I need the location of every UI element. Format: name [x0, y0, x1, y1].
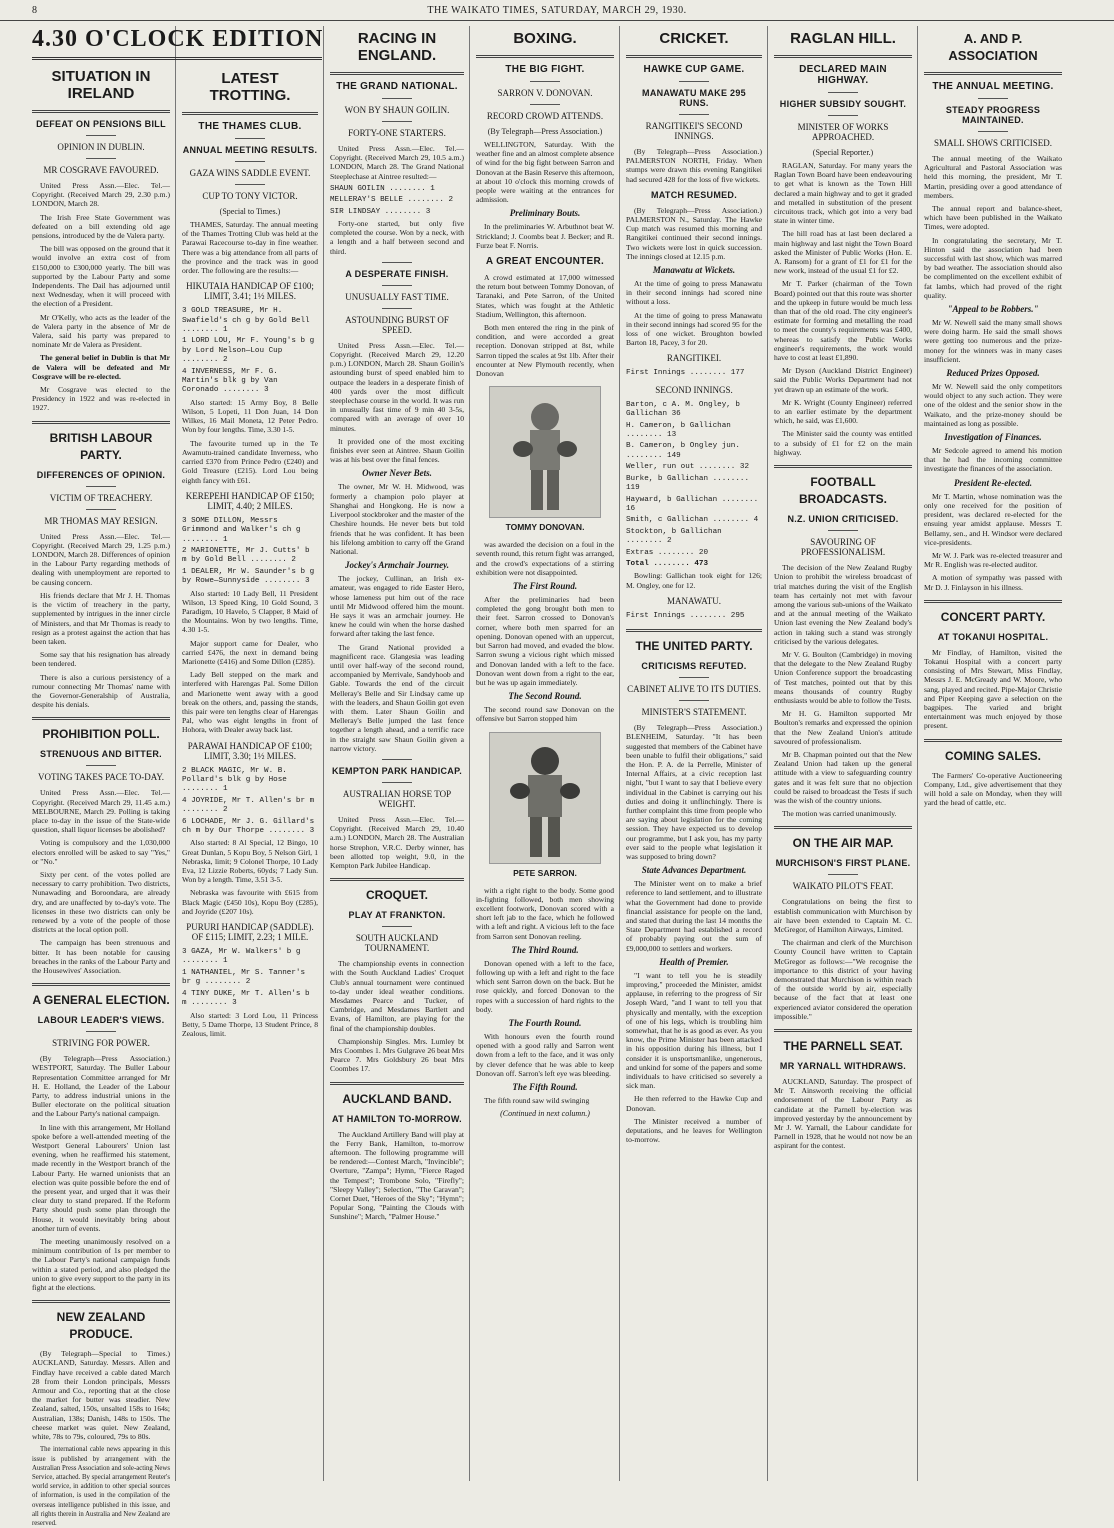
paragraph: The Auckland Artillery Band will play at the Ferry Bank, Hamilton, to-morrow afternoon. The following programme will be rendered:—Contest March, "Invincible"; Overture, "Zampa"; Hymn, "Fierce Raged the Tempest"; Trombone Solo, "Firefly"; "Sleepy Valley"; Selection, "The Caravan"; Cornet Duet, "Heroes of the Sky"; "Hymn"; Popular Song, "Painting the Clouds with Sunshine"; March, "Palmer House." — [330, 1129, 464, 1222]
deck: SOUTH AUCKLAND TOURNAMENT. — [355, 933, 439, 954]
subhead: The First Round. — [512, 581, 578, 592]
result-line: 4 TINY DUKE, Mr T. Allen's b m ........ 3 — [182, 989, 310, 1008]
column-cricket — [622, 26, 766, 1481]
subhead: The Second Round. — [508, 691, 582, 702]
subhead: Health of Premier. — [659, 956, 729, 967]
result-line: MELLERAY'S BELLE ........ 2 — [330, 196, 454, 205]
deck: MR THOMAS MAY RESIGN. — [44, 515, 158, 526]
score-line: Stockton, b Gallichan ........ 2 — [626, 527, 722, 546]
result-line: 4 JOYRIDE, Mr T. Allen's br m ........ 2 — [182, 796, 315, 815]
paragraph: Mr Dyson (Auckland District Engineer) said the Public Works Department had not yet drawn up an estimate of the work. — [774, 366, 912, 394]
paragraph: The Farmers' Co-operative Auctioneering Company, Ltd., give advertisement that they will hold a sale on Monday, when they will yard the head of cattle, etc. — [924, 770, 1062, 808]
deck: MINISTER OF WORKS APPROACHED. — [797, 122, 889, 142]
subhead: President Re-elected. — [954, 477, 1032, 488]
paragraph: (By Telegraph—Special to Times.) AUCKLAND, Saturday. Messrs. Allen and Findlay have received a cable dated March 28 from their London principals, Messrs Armour and Co., reporting that at the close the market for butter was steadier. New Zealand, salted, 150s, unsalted 158s to 164s; Australian, 138s; Danish, 148s to 150s. The cheese market was quiet. New Zealand, white, 78s to 79s, coloured, 79s to 80s. — [32, 1349, 170, 1442]
paragraph: The bill was opposed on the ground that it would involve an extra cost of from £150,000 to £300,000 yearly. The bill was supported by the Labour Party and some Independents. The Dail has adjourned until next Wednesday, when it will proceed with the election of a President. — [32, 244, 170, 309]
paragraph: The jockey, Cullinan, an Irish ex-amateur, was engaged to ride Easter Hero, whose lameness put him out of the race until Mr Midwood offered him the mount. He says it was an armchair journey. He knew he could win when the horse dashed forward after taking the last fence. — [330, 574, 464, 639]
paragraph: The hill road has at last been declared a main highway and last night the Town Board asked the Minister of Public Works (Hon. E. A. Ransom) for a grant of £1 for £1 for the new work, instead of the usual £1 for £2. — [774, 229, 912, 276]
headline: THE PARNELL SEAT. — [783, 1039, 903, 1054]
headline: CRICKET. — [659, 30, 729, 47]
innings-heading: SECOND INNINGS. — [655, 384, 733, 395]
paragraph: Lady Bell stepped on the mark and interfered with Harengas Pal. Some Dillon and Marionette went away with a good break on the others, and, passing the stands, this pair were ten lengths clear of Harengas Pal, who was eight lengths in front of Hohora, with Dealer away back last. — [182, 670, 318, 735]
paragraph: The meeting unanimously resolved on a minimum contribution of 1s per member to the Labour Party's national campaign funds within a stated period, and also pledged the union to give every support to the party in its fight at the elections. — [32, 1237, 170, 1293]
deck: STRENUOUS AND BITTER. — [40, 749, 162, 760]
result-line: 1 NATHANIEL, Mr S. Tanner's br g ........ 2 — [182, 968, 306, 987]
paragraph: At the time of going to press Manawatu in their second innings had scored nine without a loss. — [626, 279, 762, 307]
paragraph: United Press Assn.—Elec. Tel.—Copyright. (Received March 29, 12.20 p.m.) LONDON, March 28. Shaun Goilin's astounding burst of speed enabled him to outpace the leaders in a desperate finish of 400 yards over the most difficult steeplechase course in the world. It was run in unusually fast time of 9 min 40 3-5s, compared with an average of over 10 minutes. — [330, 340, 464, 433]
deck: WAIKATO PILOT'S FEAT. — [792, 881, 894, 892]
paragraph: Forty-one started, but only five completed the course. Won by a neck, with a length and a half between second and third. — [330, 219, 464, 256]
subhead: Manawatu at Wickets. — [652, 265, 736, 276]
paragraph: In congratulating the secretary, Mr T. Hinton said the association had been successful with last show, which was marred by bad weather. The association should also be complimented on the excellent exhibit of fat lambs, which had proved of the right quality. — [924, 235, 1062, 300]
paragraph: The championship events in connection with the South Auckland Ladies' Croquet Club's annual tournament were continued to-day under ideal weather conditions. Mesdames Pearce and Tucker, of Cambridge, and Mesdames Bartlett and Evans, of Hamilton, are playing for the final of the championship doubles. — [330, 959, 464, 1033]
headline: FOOTBALL BROADCASTS. — [798, 475, 887, 507]
headline: PROHIBITION POLL. — [42, 727, 160, 742]
byline: (Special Reporter.) — [812, 148, 874, 157]
paragraph: The Minister received a number of deputations, and he leaves for Wellington to-morrow. — [626, 1116, 762, 1145]
paragraph: The owner, Mr W. H. Midwood, was formerly a champion polo player at Shanghai and Hongkong. He is now a Liverpool stockbroker and the master of the Cheshire hounds. He never bets but told friends that he was confident. It has been his lifelong ambition to carry off the Grand National. — [330, 482, 464, 556]
column-trotting — [178, 66, 322, 1521]
subhead: "Appeal to be Robbers." — [947, 304, 1039, 315]
paragraph: A crowd estimated at 17,000 witnessed the return bout between Tommy Donovan, of Taranaki, and Pete Sarron, of the United States, which was fought at the Athletic Stadium, Wellington, this afternoon. — [476, 273, 614, 319]
paragraph: Nebraska was favourite with £615 from Black Magic (£450 10s), Kopu Boy (£285), and Joyride (£207 10s). — [182, 888, 318, 916]
deck: UNUSUALLY FAST TIME. — [345, 291, 449, 302]
paragraph: The chairman and clerk of the Murchison County Council have written to Captain McGregor as follows:—"We recognise the importance to this district of your having demonstrated that Murchison is within reach of the outside world by air, especially because of the fact that at least one experienced aviator considered the operation impossible." — [774, 938, 912, 1021]
deck: MATCH RESUMED. — [650, 189, 738, 200]
subhead: State Advances Department. — [641, 865, 747, 876]
notice: The international cable news appearing in this issue is published by arrangement with the Australian Press Association and sole-acting News Service, attached. By special arrangement Reuter's world service, in addition to other special sources of information, is used in the compilation of the overseas intelligence published in this issue, and all rights therein in Australia and New Zealand are reserved. — [32, 1446, 170, 1527]
paragraph: The general belief in Dublin is that Mr de Valera will be defeated and Mr Cosgrave will be re-elected. — [32, 353, 170, 381]
score-line: Extras ........ 20 — [626, 548, 709, 557]
result-line: 4 INVERNESS, Mr F. G. Martin's blk g by Van Coronado ........ 3 — [182, 367, 278, 395]
paragraph: A motion of sympathy was passed with Mr D. J. Finlayson in his illness. — [924, 573, 1062, 592]
paragraph: (By Telegraph—Press Association.) BLENHEIM, Saturday. "It has been suggested that members of the Cabinet have been unable to fulfil their obligations," said the Hon. P. A. de la Perrelle, Minister of Internal Affairs, at a civic reception last night, "but I want to say that I believe every individual in the Cabinet is carrying out his duties and doing it unflinchingly. There is further complaint this time from people who are saying about legislation for the coming session. They have expected us to develop our programme, but I ask you, has my party ever said to the people what legislation it was supposed to bring down? — [626, 723, 762, 862]
score-line: First Innings ........ 295 — [626, 611, 745, 620]
deck: FORTY-ONE STARTERS. — [348, 128, 446, 138]
deck: MURCHISON'S FIRST PLANE. — [775, 858, 911, 869]
paragraph: Mr W. Newell said the many small shows were doing harm. He said the small shows were getting too numerous and the prize-money for the winners was in many cases insufficient. — [924, 318, 1062, 364]
column-racing — [326, 26, 468, 1481]
photo-caption: PETE SARRON. — [513, 867, 577, 878]
paragraph: United Press Assn.—Elec. Tel.—Copyright. (Received March 29, 10.40 a.m.) LONDON, March 28. The Australian horse Strephon, V.R.C. Derby winner, has been allotted top weight, 9.0, in the Kempton Park Jubilee Handicap. — [330, 814, 464, 870]
paragraph: Mr T. Martin, whose nomination was the only one received for the position of president, was declared re-elected for the ensuing year amidst applause. Messrs T. Bellamy, sen., and H. Windsor were declared vice-presidents. — [924, 491, 1062, 547]
paragraph: (By Telegraph—Press Association.) PALMERSTON NORTH, Friday. When stumps were drawn this evening Rangitikei had secured 428 for the loss of five wickets. — [626, 147, 762, 184]
subhead: Preliminary Bouts. — [509, 208, 581, 219]
paragraph: At the time of going to press Manawatu in their second innings had scored 95 for the loss of one wicket. Broughton bowled Barton 18, Pacey, 3 for 20. — [626, 310, 762, 348]
paragraph: He then referred to the Hawke Cup and Donovan. — [626, 1094, 762, 1113]
deck: DECLARED MAIN HIGHWAY. — [799, 64, 887, 86]
subhead: Investigation of Finances. — [944, 432, 1042, 443]
result-line: 1 DEALER, Mr W. Saunder's b g by Rowe—Sunnyside ........ 3 — [182, 567, 315, 586]
deck: A DESPERATE FINISH. — [345, 268, 449, 279]
paragraph: was awarded the decision on a foul in the seventh round, this return fight was arranged, and the crowd's expectations of a stirring exhibition were not disappointed. — [476, 540, 614, 577]
paragraph: It provided one of the most exciting finishes ever seen at Aintree. Shaun Goilin was at his best over the final fences. — [330, 436, 464, 465]
deck: GAZA WINS SADDLE EVENT. — [189, 168, 311, 178]
page-number: 8 — [32, 5, 37, 16]
paragraph: Major support came for Dealer, who carried £476, the next in demand being Marionette (£416) and Some Dillon (£285). — [182, 638, 318, 666]
headline: ON THE AIR MAP. — [792, 836, 894, 851]
paragraph: The fifth round saw wild swinging — [484, 1095, 590, 1105]
score-line: First Innings ........ 177 — [626, 369, 745, 378]
score-line: B. Cameron, b Ongley jun. ........ 149 — [626, 442, 740, 460]
deck: N.Z. UNION CRITICISED. — [787, 514, 899, 525]
paragraph: His friends declare that Mr J. H. Thomas is the victim of treachery in the party, supplemented by intrigues in the inner circle of Ministers, and that Mr Thomas is ready to resign as a protest against the action that has been taken. — [32, 590, 170, 646]
score-line: Smith, c Gallichan ........ 4 — [626, 516, 759, 525]
headline: CONCERT PARTY. — [940, 609, 1046, 624]
deck: A GREAT ENCOUNTER. — [485, 256, 605, 268]
score-total: Total ........ 473 — [626, 559, 709, 568]
headline: BOXING. — [513, 30, 577, 47]
result-line: 3 GOLD TREASURE, Mr H. Swafield's ch g by Gold Bell ........ 1 — [182, 307, 310, 335]
result-line: 3 SOME DILLON, Messrs Grimmond and Walker's ch g ........ 1 — [182, 516, 301, 544]
paragraph: Also started: 15 Army Boy, 8 Belle Wilson, 5 Lopeti, 11 Don Juan, 14 Don Wilkes, 16 Mail Moneta, 12 Peter Pedro. Won by four lengths. Time, 3.30 1-5. — [182, 397, 318, 435]
masthead — [0, 0, 1114, 21]
deck: SAVOURING OF PROFESSIONALISM. — [800, 537, 886, 558]
column-boxing — [472, 26, 618, 1481]
paragraph: The Minister said the county was entitled to a subsidy of £1 for £2 on the main highway. — [774, 429, 912, 457]
paragraph: The motion was carried unanimously. — [782, 809, 897, 819]
paragraph: (By Telegraph—Press Association.) PALMERSTON N., Saturday. The Hawke Cup match was resumed this morning and Rangitikei continued their second innings. Two wickets were lost in quick succession. The innings closed at 12.15 p.m. — [626, 205, 762, 261]
paragraph: The campaign has been strenuous and bitter. It has been notable for causing breaches in the ranks of the Labour Party and the Housewives' Association. — [32, 938, 170, 975]
deck: THE BIG FIGHT. — [505, 64, 585, 75]
deck: VOTING TAKES PACE TO-DAY. — [38, 772, 164, 783]
result-line: SHAUN GOILIN ........ 1 — [330, 184, 435, 193]
race-heading: KEREPEHI HANDICAP OF £150; LIMIT, 4.40; 2 MILES. — [185, 490, 315, 511]
result-line: SIR LINDSAY ........ 3 — [330, 207, 431, 216]
deck: OPINION IN DUBLIN. — [57, 142, 145, 152]
deck: DEFEAT ON PENSIONS BILL — [36, 119, 166, 129]
subhead: Reduced Prizes Opposed. — [946, 368, 1040, 379]
deck: MR YARNALL WITHDRAWS. — [779, 1061, 907, 1072]
headline: COMING SALES. — [944, 748, 1041, 763]
byline: (By Telegraph—Press Association.) — [487, 127, 603, 136]
deck: AT TOKANUI HOSPITAL. — [937, 631, 1049, 642]
paragraph: Mr T. Parker (chairman of the Town Board) pointed out that this route was shorter and the upkeep in future would be much less than that of the old road. The city engineer's estimate for forming and metalling the road to meet the county's requirements was £400, whereas to satisfy the Public Works engineer's requirements, the work would have to cost at least £1,890. — [774, 279, 912, 363]
deck: ANNUAL MEETING RESULTS. — [182, 145, 318, 155]
result-line: 2 BLACK MAGIC, Mr W. B. Pollard's blk g by Hose ........ 1 — [182, 766, 287, 794]
deck: LABOUR LEADER'S VIEWS. — [37, 1015, 165, 1026]
score-line: Burke, b Gallichan ........ 119 — [626, 474, 750, 493]
deck: RANGITIKEI'S SECOND INNINGS. — [645, 121, 743, 141]
paragraph: Mr V. G. Boulton (Cambridge) in moving that the delegate to the New Zealand Rugby Union Conference support the broadcasting of Test matches, pointed out that by this means thousands of country Rugby enthusiasts would be able to follow the Tests. — [774, 649, 912, 705]
paragraph: Both men entered the ring in the pink of condition, and were accorded a great reception. Donovan stripped at 8st, while Sarron tipped the scales at 9st 1lb. After their encounter at New Plymouth recently, when Donovan — [476, 323, 614, 379]
score-line: Barton, c A. M. Ongley, b Gallichan 36 — [626, 400, 740, 419]
paragraph: There is also a curious persistency of a rumour connecting Mr Thomas' name with the Governor-Generalship of Australia, despite his denials. — [32, 672, 170, 710]
score-line: Hayward, b Gallichan ........ 16 — [626, 495, 759, 513]
paragraph: Also started: 10 Lady Bell, 11 President Wilson, 13 Speed King, 10 Gold Sound, 3 Paradigm, 10 Havelo, 5 Clapper, 8 Maid of the Mountains. Won by two lengths. Time, 4.30 1-5. — [182, 588, 318, 635]
paragraph: Mr Sedcole agreed to amend his motion that he had the incoming committee investigate the finances of the association. — [924, 446, 1062, 474]
deck: HAWKE CUP GAME. — [643, 64, 745, 75]
paragraph: The annual meeting of the Waikato Agricultural and Pastoral Association was held this morning, the president, Mr T. Martin, presiding over a good attendance of members. — [924, 154, 1062, 200]
deck: AUSTRALIAN HORSE TOP WEIGHT. — [342, 788, 452, 809]
subhead: Owner Never Bets. — [362, 468, 432, 479]
paragraph: In line with this arrangement, Mr Holland spoke before a well-attended meeting of the Westport General Labourers' Union last evening, when he reaffirmed his statement, made recently in the Westport branch of the Labour Party. He warned unionists that an election was quite possible before the end of the present year, and urged that it was their clear duty to stand prepared. If the Reform Party should push some plan through the House, it would inevitably bring about another turn of events. — [32, 1122, 170, 1233]
paragraph: RAGLAN, Saturday. For many years the Raglan Town Board have been endeavouring to get what is known as the Town Hill declared a main highway and to get it graded and metalled in substitution of the present circuitous track, which got into a very bad state in winter time. — [774, 161, 912, 226]
deck: MR COSGRAVE FAVOURED. — [43, 165, 159, 175]
headline: LATEST TROTTING. — [209, 70, 291, 104]
paragraph: AUCKLAND, Saturday. The prospect of Mr T. Ainsworth receiving the official endorsement of the Labour Party as candidate at the Parnell by-election was improved yesterday by the announcement by Mr J. W. Yarnall, the Labour candidate for Parnell in 1928, that he would not now be an aspirant for the contest. — [774, 1077, 912, 1151]
paragraph: (By Telegraph—Press Association.) WESTPORT, Saturday. The Buller Labour Representation Committee arranged for Mr H. E. Holland, the Leader of the Labour Party, to address industrial unions in the Buller electorate on the political situation and the Labour Party's national campaign. — [32, 1054, 170, 1119]
column-a-and-p — [920, 26, 1066, 1481]
continuation-note: (Continued in next column.) — [500, 1109, 590, 1119]
column-raglan — [770, 26, 916, 1481]
deck: CABINET ALIVE TO ITS DUTIES. — [627, 684, 761, 695]
deck: SARRON V. DONOVAN. — [497, 88, 593, 98]
deck: WON BY SHAUN GOILIN. — [344, 105, 450, 115]
result-line: 6 LOCHADE, Mr J. G. Gillard's ch m by Our Thorpe ........ 3 — [182, 817, 315, 836]
subhead: Jockey's Armchair Journey. — [344, 560, 450, 571]
deck: THE ANNUAL MEETING. — [932, 81, 1054, 92]
deck: STEADY PROGRESS MAINTAINED. — [945, 105, 1041, 125]
subhead: The Fifth Round. — [512, 1081, 578, 1092]
deck: DIFFERENCES OF OPINION. — [36, 469, 166, 480]
deck: KEMPTON PARK HANDICAP. — [331, 765, 463, 776]
headline: AUCKLAND BAND. — [342, 1091, 452, 1106]
paragraph: Mr H. G. Hamilton supported Mr Boulton's remarks and expressed the opinion that the New Zealand Union's attitude savoured of professionalism. — [774, 709, 912, 746]
paragraph: Also started: 3 Lord Lou, 11 Princess Betty, 5 Dame Thorpe, 13 Student Prince, 8 Zealous, limit. — [182, 1010, 318, 1038]
team-heading: MANAWATU. — [666, 595, 722, 606]
paragraph: After the preliminaries had been completed the gong brought both men to their feet. Sarron crossed to Donovan's corner, where both men sparred for an opening. Donovan opened with an uppercut, but Sarron had moved, and evaded the blow. Sarron swung a vicious right which missed and Donovan landed with a left to the face. Donovan went down from a right to the ear, but he was up again immediately. — [476, 595, 614, 687]
deck: AT HAMILTON TO-MORROW. — [332, 1113, 462, 1124]
paragraph: With honours even the fourth round opened with a good rally and Sarron went down from a left to the face, and it was only by clever defence that he was able to keep Donovan off. Sarron's left eye was bleeding. — [476, 1031, 614, 1078]
deck: CUP TO TONY VICTOR. — [202, 191, 298, 201]
headline: CROQUET. — [365, 888, 428, 903]
paragraph: Mr O'Kelly, who acts as the leader of the de Valera party in the absence of Mr de Valera, said his party was prepared to nominate Mr de Valera as President. — [32, 312, 170, 350]
masthead-title: THE WAIKATO TIMES, SATURDAY, MARCH 29, 1930. — [427, 5, 687, 16]
paragraph: Voting is compulsory and the 1,030,000 electors enrolled will be asked to say "Yes," or "No." — [32, 838, 170, 866]
deck: MINISTER'S STATEMENT. — [641, 707, 747, 718]
paragraph: Donovan opened with a left to the face, following up with a left and right to the face which sent Sarron down on the back. But he rose quickly, and forced Donovan to the ropes with a succession of hard rights to the body. — [476, 958, 614, 1014]
headline: A GENERAL ELECTION. — [32, 993, 170, 1008]
paragraph: Some say that his resignation has already been tendered. — [32, 650, 170, 669]
deck: CRITICISMS REFUTED. — [641, 661, 747, 672]
paragraph: Bowling: Gallichan took eight for 126; M. Ongley, one for 12. — [626, 571, 762, 590]
score-line: Weller, run out ........ 32 — [626, 463, 750, 472]
subhead: The Fourth Round. — [508, 1017, 582, 1028]
deck: HIGHER SUBSIDY SOUGHT. — [779, 99, 907, 109]
race-heading: PARAWAI HANDICAP OF £100; LIMIT, 3.30; 1½ MILES. — [187, 740, 313, 761]
deck: ASTOUNDING BURST OF SPEED. — [345, 314, 449, 335]
paragraph: Mr W. Newell said the only competitors would object to any such action. They were one of the oldest and the senior show in the Waikato, and the prize-money should be maintained as long as possible. — [924, 382, 1062, 428]
result-line: 3 GAZA, Mr W. Walkers' b g ........ 1 — [182, 948, 301, 966]
paragraph: United Press Assn.—Elec. Tel.—Copyright. (Received March 29, 11.45 a.m.) MELBOURNE, March 29. Polling is taking place to-day in the issue of the State-wide question, shall liquor licenses be abolished? — [32, 788, 170, 835]
photo-caption: TOMMY DONOVAN. — [505, 522, 585, 533]
paragraph: Congratulations on being the first to establish communication with Murchison by air have been extended to Captain M. C. McGregor, of Hamilton Airways, Limited. — [774, 897, 912, 934]
deck: STRIVING FOR POWER. — [52, 1038, 150, 1049]
headline: SITUATION IN IRELAND — [51, 68, 151, 102]
dateline: United Press Assn.—Elec. Tel.—Copyright. (Received March 29, 2.30 p.m.) LONDON, March 28. — [32, 181, 170, 209]
paragraph: with a right right to the body. Some good in-fighting followed, both men showing excellent footwork, Donovan scored with a short left jab to the face, which he followed with a left and right. A vicious left to the face from Sarron sent Donovan reeling. — [476, 885, 614, 941]
headline: RAGLAN HILL. — [790, 30, 896, 47]
deck: SMALL SHOWS CRITICISED. — [934, 138, 1052, 148]
score-line: H. Cameron, b Gallichan ........ 13 — [626, 421, 731, 440]
paragraph: Mr Cosgrave was elected to the Presidency in 1922 and was re-elected in 1927. — [32, 385, 170, 413]
paragraph: Mr B. Chapman pointed out that the New Zealand Union had taken up the general attitude with a view to safeguarding country gates and it was felt sure that no objection could be raised to broadcast the Tests if such was the wish of the country unions. — [774, 749, 912, 805]
result-line: 1 LORD LOU, Mr F. Young's b g by Lord Nelson—Lou Cup ........ 2 — [182, 337, 315, 365]
headline: THE UNITED PARTY. — [635, 639, 753, 654]
headline: RACING IN ENGLAND. — [357, 30, 437, 64]
deck: THE GRAND NATIONAL. — [336, 81, 458, 92]
deck: PLAY AT FRANKTON. — [348, 910, 446, 921]
paragraph: Mr Findlay, of Hamilton, visited the Tokanui Hospital with a concert party consisting of Mrs Stewart, Miss Findlay, Messrs J. E. McGready and W. Moore, who sang, played and recited. Pipe-Major Christie and Piper Keeping gave a selection on the bagpipes. The varied and bright entertainment was much enjoyed by those present. — [924, 647, 1062, 731]
paragraph: THAMES, Saturday. The annual meeting of the Thames Trotting Club was held at the Parawai Racecourse to-day in fine weather. There was a big attendance from all parts of the province and the track was in good order. The following are the results:— — [182, 220, 318, 276]
team-heading: RANGITIKEI. — [666, 353, 722, 364]
race-heading: PURURI HANDICAP (SADDLE). OF £115; LIMIT, 2.23; 1 MILE. — [186, 922, 314, 943]
deck: VICTIM OF TREACHERY. — [49, 492, 153, 503]
paragraph: The decision of the New Zealand Rugby Union to prohibit the wireless broadcast of trial matches during the visit of the English team has certainly not met with favour among the various sub-unions of the Waikato and at the annual meeting of the Waikato Union last evening the New Zealand body's action in taking such a stand was strongly criticised by the various delegates. — [774, 563, 912, 646]
paragraph: Sixty per cent. of the votes polled are necessary to carry prohibition. Two districts, Nunawading and Boroondara, are already dry, and are unaffected by to-day's vote. The licenses in these two districts can only be renewed by a vote of the people of those districts at the local option poll. — [32, 869, 170, 935]
deck: MANAWATU MAKE 295 RUNS. — [642, 88, 746, 108]
paragraph: In the preliminaries W. Arbuthnot beat W. Strickland; J. Coombs beat J. Becker; and R. Furze beat F. Norris. — [476, 222, 614, 250]
paragraph: The second round saw Donovan on the offensive but Sarron stopped him — [476, 705, 614, 724]
result-line: 2 MARIONETTE, Mr J. Cutts' b m by Gold Bell ........ 2 — [182, 546, 310, 565]
paragraph: Also started: 8 Al Special, 12 Bingo, 10 Great Dunlan, 5 Kopu Boy, 5 Nelson Girl, 1 Nebraska, limit; 9 Colonel Thorpe, 10 Lady Eva, 12 Lizzie Roberts, 60yds; 7 Lady Sun. Won by a length. Time, 3.51 3-5. — [182, 838, 318, 885]
paragraph: Mr K. Wright (County Engineer) referred to an earlier estimate by the department which, he said, was £1,600. — [774, 397, 912, 426]
paragraph: United Press Assn.—Elec. Tel.—Copyright. (Received March 29, 1.25 p.m.) LONDON, March 28. Differences of opinion in the Labour Party regarding methods of dealing with unemployment are reported to be causing concern. — [32, 531, 170, 587]
edition-banner: 4.30 O'CLOCK EDITION — [32, 26, 322, 60]
paragraph: The Irish Free State Government was defeated on a bill extending old age pensions, introduced by the de Valera party. — [32, 212, 170, 241]
paragraph: Mr W. J. Park was re-elected treasurer and Mr R. English was re-elected auditor. — [924, 550, 1062, 570]
paragraph: Championship Singles. Mrs. Lumley bt Mrs Coombes 1. Mrs Gulgrave 26 beat Mrs Pearce 7. Mrs Goldsbury 26 beat Mrs Coombes 17. — [330, 1036, 464, 1074]
subhead: The Third Round. — [511, 944, 579, 955]
boxer-portrait-image — [489, 386, 601, 518]
headline: NEW ZEALAND PRODUCE. — [56, 1310, 146, 1342]
paragraph: "I want to tell you he is steadily improving," proceeded the Minister, amidst applause, in referring to the progress of Sir Joseph Ward, "and I want to tell you that physically and mentally, with the exception of one of his legs, which is troubling him somewhat, that he is as good as ever. As you know, the Prime Minister has been attacked in his opposition during his illness, but I consider it is unsportsmanlike, ungenerous, and unkind for some of the papers and some individuals to have criticised so severely a sick man. — [626, 970, 762, 1091]
deck: RECORD CROWD ATTENDS. — [486, 111, 604, 121]
paragraph: WELLINGTON, Saturday. With the weather fine and an almost complete absence of wind for the big fight between Sarron and Donovan at the Basin Reserve this afternoon, at about 10 o'clock this morning crowds of people were waiting at the entrances for admission. — [476, 140, 614, 205]
race-heading: HIKUTAIA HANDICAP OF £100; LIMIT, 3.41; 1½ MILES. — [186, 281, 314, 302]
boxer-portrait-image — [489, 732, 601, 864]
paragraph: United Press Assn.—Elec. Tel.—Copyright. (Received March 29, 10.5 a.m.) LONDON, March 28. The Grand National Steeplechase at Aintree resulted:— — [330, 144, 464, 181]
deck: THE THAMES CLUB. — [198, 121, 302, 132]
paragraph: The Grand National provided a magnificent race. Glangesia was leading until over half-way of the second round, accompanied by Merrivale, Sandyhoob and Gable. Towards the end of the circuit Melleray's Belle and Sir Lindsay came up with the leaders, and Shaun Goilin got even with them. Later Shaun Goilin and Melleray's Belle jumped the last fence together a length ahead, and a terrific race in the straight saw Shaun Goilin given a narrow victory. — [330, 642, 464, 753]
paragraph: The favourite turned up in the Te Awamutu-trained candidate Inverness, who carried £370 from Prince Pedro (£240) and Gold Treasure (£215). Lord Lou being eighth fancy with £61. — [182, 438, 318, 485]
paragraph: The Minister went on to make a brief reference to land settlement, and to illustrate what the Government had done to provide financial assistance for people on the land, and stated that during the last 14 months the State Department had established a record of probably paying out the sum of £9,000,000 to settlers and workers. — [626, 879, 762, 953]
headline: A. AND P. ASSOCIATION — [948, 31, 1038, 63]
byline: (Special to Times.) — [219, 207, 281, 216]
headline: BRITISH LABOUR PARTY. — [49, 430, 153, 462]
paragraph: The annual report and balance-sheet, which have been published in the Waikato Times, were adopted. — [924, 204, 1062, 232]
